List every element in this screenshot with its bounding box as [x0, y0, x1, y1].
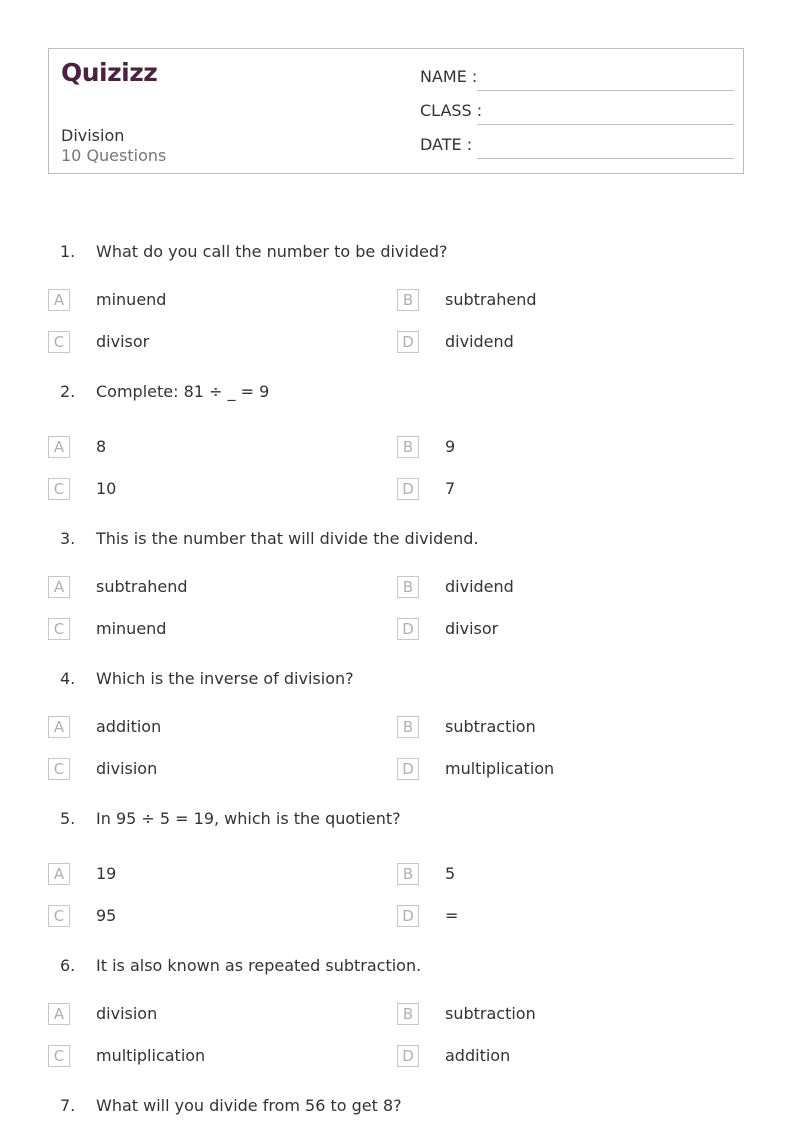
option-letter-box[interactable]: C: [48, 478, 70, 500]
option-text: 10: [96, 479, 117, 498]
option-text: 95: [96, 906, 117, 925]
option-text: subtrahend: [96, 577, 188, 596]
option-letter-box[interactable]: A: [48, 716, 70, 738]
option-text: addition: [445, 1046, 511, 1065]
option-letter-box[interactable]: D: [397, 331, 419, 353]
question-count: 10 Questions: [61, 146, 167, 165]
option-text: 9: [445, 437, 456, 456]
question-number: 6.: [60, 956, 76, 975]
worksheet-title: Division: [61, 126, 125, 145]
question-number: 5.: [60, 809, 76, 828]
option-letter-box[interactable]: C: [48, 905, 70, 927]
class-label: CLASS :: [420, 101, 483, 120]
option-text: divisor: [445, 619, 499, 638]
option-text: subtraction: [445, 1004, 536, 1023]
option-text: addition: [96, 717, 162, 736]
option-text: multiplication: [96, 1046, 206, 1065]
option-text: subtraction: [445, 717, 536, 736]
option-text: subtrahend: [445, 290, 537, 309]
option-letter-box[interactable]: B: [397, 716, 419, 738]
option-letter-box[interactable]: A: [48, 576, 70, 598]
option-text: multiplication: [445, 759, 555, 778]
worksheet-header: [48, 48, 744, 174]
date-label: DATE :: [420, 135, 473, 154]
name-label: NAME :: [420, 67, 478, 86]
option-text: dividend: [445, 577, 514, 596]
option-text: division: [96, 1004, 158, 1023]
question-text: This is the number that will divide the dividend.: [96, 529, 479, 548]
option-letter-box[interactable]: C: [48, 618, 70, 640]
question-text: What do you call the number to be divided?: [96, 242, 448, 261]
option-letter-box[interactable]: B: [397, 863, 419, 885]
option-letter-box[interactable]: C: [48, 1045, 70, 1067]
class-line: [477, 124, 734, 125]
date-line: [477, 158, 734, 159]
option-letter-box[interactable]: D: [397, 905, 419, 927]
option-letter-box[interactable]: A: [48, 289, 70, 311]
question-number: 1.: [60, 242, 76, 261]
question-text: It is also known as repeated subtraction.: [96, 956, 422, 975]
option-letter-box[interactable]: B: [397, 576, 419, 598]
option-letter-box[interactable]: B: [397, 289, 419, 311]
option-text: 7: [445, 479, 456, 498]
option-text: minuend: [96, 619, 167, 638]
option-letter-box[interactable]: A: [48, 436, 70, 458]
option-letter-box[interactable]: A: [48, 863, 70, 885]
question-text: Which is the inverse of division?: [96, 669, 354, 688]
option-text: divisor: [96, 332, 150, 351]
question-text: What will you divide from 56 to get 8?: [96, 1096, 402, 1115]
option-text: division: [96, 759, 158, 778]
option-text: minuend: [96, 290, 167, 309]
option-letter-box[interactable]: D: [397, 618, 419, 640]
question-number: 7.: [60, 1096, 76, 1115]
question-number: 4.: [60, 669, 76, 688]
option-letter-box[interactable]: C: [48, 758, 70, 780]
question-number: 3.: [60, 529, 76, 548]
option-text: 19: [96, 864, 117, 883]
option-text: =: [445, 906, 459, 925]
question-text: Complete: 81 ÷ _ = 9: [96, 382, 270, 401]
option-letter-box[interactable]: B: [397, 436, 419, 458]
option-letter-box[interactable]: C: [48, 331, 70, 353]
option-text: dividend: [445, 332, 514, 351]
option-letter-box[interactable]: D: [397, 478, 419, 500]
question-text: In 95 ÷ 5 = 19, which is the quotient?: [96, 809, 401, 828]
option-letter-box[interactable]: D: [397, 758, 419, 780]
class-field[interactable]: [420, 101, 734, 125]
option-text: 8: [96, 437, 107, 456]
option-text: 5: [445, 864, 456, 883]
name-line: [477, 90, 734, 91]
option-letter-box[interactable]: B: [397, 1003, 419, 1025]
quizizz-logo: Quizizz: [61, 58, 158, 87]
question-number: 2.: [60, 382, 76, 401]
option-letter-box[interactable]: A: [48, 1003, 70, 1025]
option-letter-box[interactable]: D: [397, 1045, 419, 1067]
date-field[interactable]: [420, 135, 734, 159]
name-field[interactable]: [420, 67, 734, 91]
